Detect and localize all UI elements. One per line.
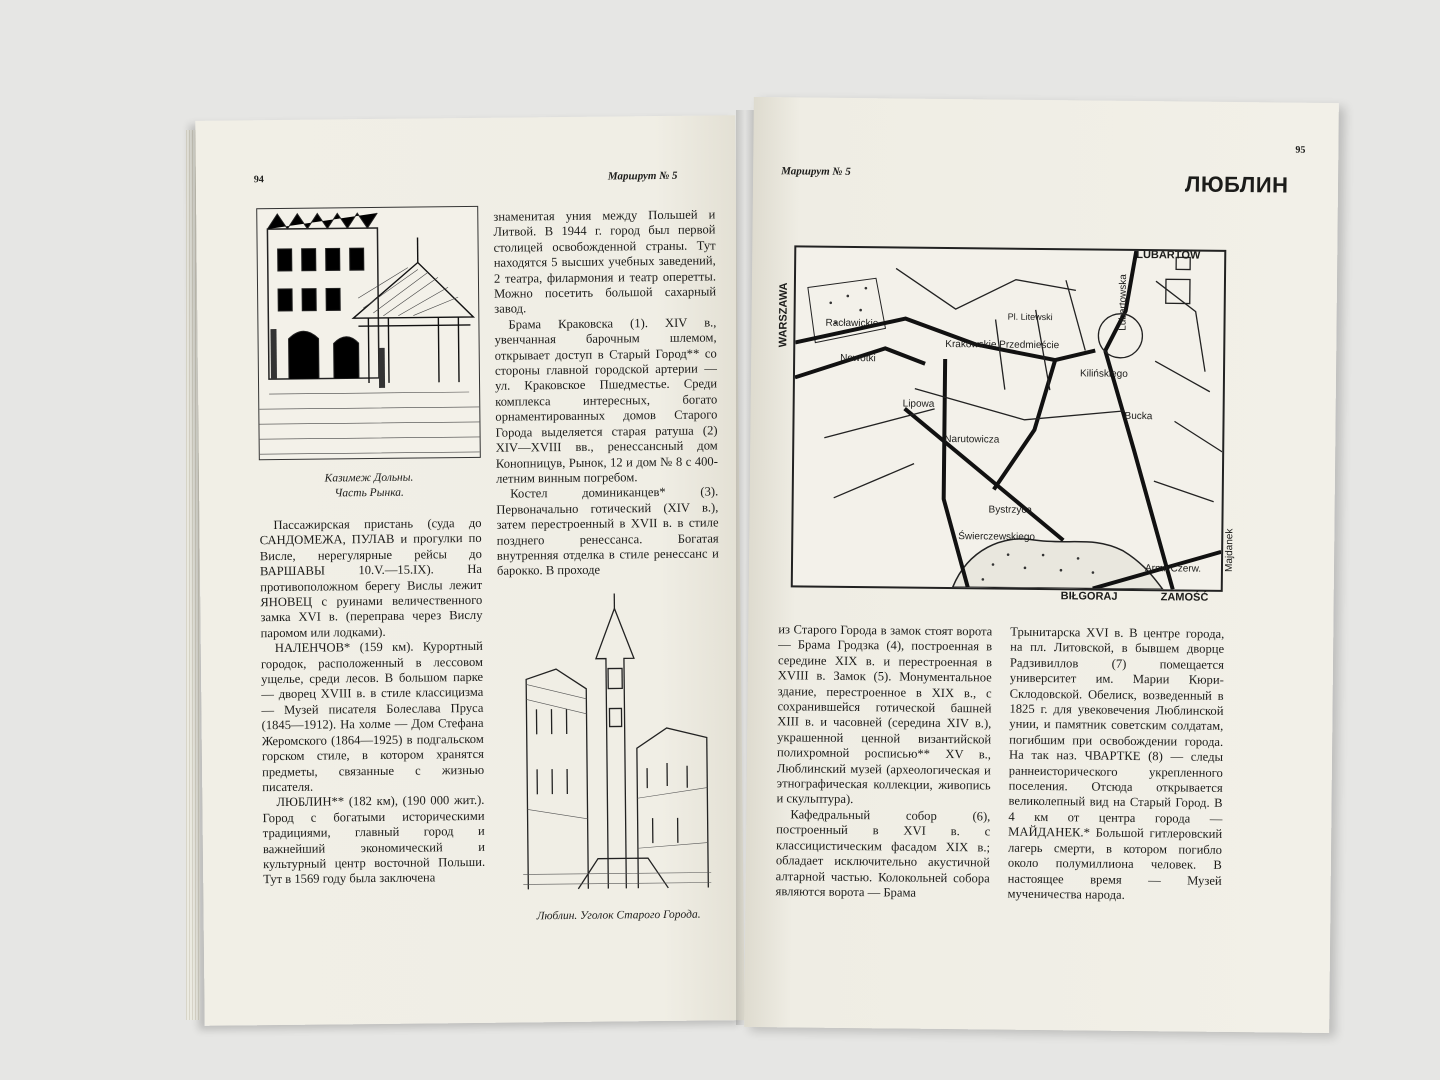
map-label-lipowa: Lipowa (902, 398, 935, 410)
left-page-number: 94 (253, 174, 264, 186)
left-column-1 (259, 516, 485, 888)
right-running-header: Маршрут № 5 (781, 165, 851, 178)
right-page (744, 97, 1339, 1033)
right-page-number: 95 (1295, 144, 1306, 156)
map-label-plac: Pl. Litewski (1007, 311, 1053, 323)
map-label-bucka: Bucka (1124, 410, 1153, 423)
paragraph-lublin: ЛЮБЛИН** (182 км), (190 000 жит.). Город с богатыми историческими традициями, главный город и важнейший экономический и культурный центр восточной Польши. Тут в 1569 году была заключена (262, 793, 486, 887)
map-label-narutowicza: Narutowicza (944, 433, 1000, 446)
paragraph-union: знаменитая уния между Польшей и Литвой. В 1944 г. город был первой столицей освобожденной страны. Тут находятся 5 высших учебных заведений, 2 театра, филармония и театр оперетты. Можно посетить большой сахарный завод. (493, 207, 717, 317)
map-label-bystrzyca: Bystrzyca (988, 504, 1032, 516)
left-page (195, 115, 744, 1026)
paragraph-university-majdanek: Трынитарска XVI в. В центре города, на пл. Литовской, в бывшем дворце Радзивиллов (7) помещается университет им. Марии Кюри-Склодовской. Обелиск, возведенный в 1825 г. для увековечения Люблинской унии, и памятник советским солдатам, погибшим при освобождении города. На так наз. ЧВАРТКЕ (8) — следы раннеисторического укрепленного поселения. Отсюда открывается великолепный вид на Старый Город. В 4 км от центра города — МАЙДАНЕК.* Большой гитлеровский лагерь смерти, в котором погибло около полумиллиона человек. В настоящее время — Музей мученичества народа. (1007, 624, 1225, 902)
paragraph-dominican-church: Костел доминиканцев* (3). Первоначально готический (XIV в.), затем перестроенный в XVII в. в стиле позднего ренессанса. Богатая внутренняя отделка в стиле ренессанс и барокко. В проходе (496, 484, 719, 579)
map-label-kilinskiego: Kilińskiego (1079, 368, 1128, 380)
right-column-2 (1007, 625, 1224, 905)
map-label-raclawickie: Racławickie (825, 317, 879, 330)
left-column-2 (493, 207, 719, 579)
map-label-armii: Armii Czerw. (1144, 563, 1202, 575)
lublin-city-map (791, 245, 1227, 592)
map-label-krakowskie: Krakowskie Przedmieście (945, 338, 1060, 352)
paragraph-grodzka-gate: из Старого Города в замок стоят ворота — Брама Гродзка (4), построенная в середине XIX в. и перестроенная в XVIII в. Замок (5). Монументальное здание, перестроенное в XIX в., с сохранившейся готической башней XIII в. и часовней (середина XIV в.), украшенной ценной византийской полихромной росписью** XV в., Люблинский музей (археологическая и этнографическая коллекции, живопись и скульптура). (776, 622, 993, 807)
paragraph-nalenchov: НАЛЕНЧОВ* (159 км). Курортный городок, расположенный в лессовом ущелье, среди лесов. В большом парке — дворец XVIII в. в стиле классицизма — Музей писателя Болеслава Пруса (1845—1912). На холме — Дом Стефана Жеромского (1864—1925) в подгальском горском стиле, в котором хранятся предметы, связанные с жизнью писателя. (260, 639, 485, 795)
paragraph-cathedral: Кафедральный собор (6), построенный в XVI в. с классицистическим фасадом XIX в.; обладает исключительно акустичной алтарной частью. Колокольней собора являются ворота — Брама (775, 807, 991, 900)
map-label-lubartowska: Lubartowska (1117, 274, 1130, 331)
left-running-header: Маршрут № 5 (607, 169, 678, 183)
map-label-swierczewskiego: Świerczewskiego (958, 531, 1036, 543)
illustration1-caption: Казимеж Дольны. Часть Рынка. (324, 471, 414, 500)
right-column-1 (775, 622, 992, 902)
map-label-bilgoraj: BIŁGORAJ (1060, 590, 1118, 603)
map-label-nowotki: Nowotki (840, 352, 876, 365)
lublin-old-town-illustration (515, 587, 716, 899)
map-label-lubartow: LUBARTÓW (1136, 248, 1201, 262)
illustration2-caption: Люблин. Уголок Старого Города. (536, 908, 701, 923)
paragraph-krakow-gate: Брама Краковска (1). XIV в., увенчанная барочным шлемом, открывает доступ в Старый Город** со стороны главной городской артерии — ул. Краковское Пшедместье. Среди комплекса интересных, богато орнаментированных домов Старого Города выделяется старая ратуша (2) XIV—XVIII вв., ренессансный дом Конопницув, Рынок, 12 и дом № 8 с 400-летним винным погребом. (494, 315, 718, 486)
map-label-zamosc: ZAMOŚĆ (1160, 591, 1209, 604)
map-label-majdanek: Majdanek (1223, 528, 1236, 573)
city-title: ЛЮБЛИН (1184, 171, 1289, 198)
paragraph-pristan: Пассажирская пристань (суда до САНДОМЕЖА, ПУЛАВ и прогулки по Висле, нерегулярные рейсы до ВАРШАВЫ 10.V.—15.IX). На противоположном берегу Вислы лежит ЯНОВЕЦ с руинами величественного замка XVI в. (переправа через Вислу паромом или лодками). (259, 515, 483, 641)
open-book (186, 100, 1342, 1035)
kazimierz-market-illustration (256, 206, 481, 460)
map-label-warszawa: WARSZAWA (777, 282, 790, 348)
